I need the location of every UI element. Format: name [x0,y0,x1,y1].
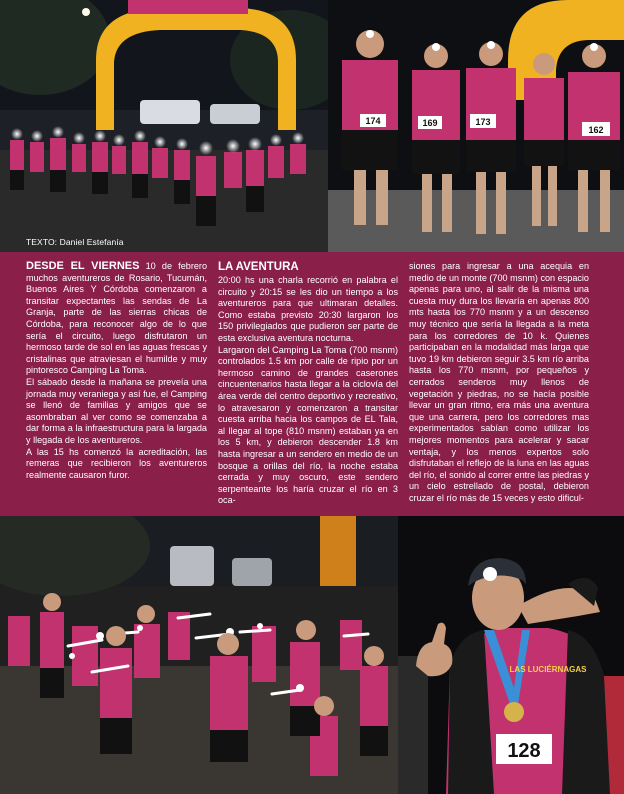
bib-number: 128 [507,740,541,762]
photo-night-run [0,516,398,794]
shirt-logo-text: LAS LUCIÉRNAGAS [509,665,587,674]
photo-runner-portrait [398,516,624,794]
article-paragraph: A las 15 hs comenzó la acreditación, las remeras que recibieron los aventureros realmente causaron furor. [26,446,207,480]
article-lead: DESDE EL VIERNES [26,260,140,272]
article-paragraph: 20:00 hs una charla recorrió en palabra el circuito y 20:15 se les dio un tiempo a los aventureros para que ultimaran detalles. Como estaba previsto 20:30 largaron los 150 privilegiados que pudieron ser parte de esta exclusiva aventura nocturna. [218,275,398,343]
article-paragraph: El sábado desde la mañana se preveía una jornada muy veraniega y así fue, el Camping se llenó de familias y amigos que se asombraban al ver como se comenzaba a dar forma a la infraestructura para la largada y llegada de los aventureros. [26,376,207,445]
article-column-3 [409,261,589,504]
article-column-2 [218,261,398,507]
photo-start-area [0,0,328,252]
bib-number: 174 [365,116,381,126]
section-heading: LA AVENTURA [218,261,299,273]
article-paragraph: Largaron del Camping La Toma (700 msnm) controlados 1.5 km por calle de ripio por un hermoso camino de grandes caserones cincuentenarios hasta llegar a la ciclovía del área verde del centro deportivo y recreativo, lo atravesaron y comenzaron a transitar cuesta arriba hacia los campos de EL Tala, al llegar al tope (810 msnm) estaban ya en los 5 km, y debieron descender 1.8 km hasta ingresar a un sendero en medio de un bosque a orillas del río, la noche estaba cerrada y muy oscuro, este sendero serpenteante los haría cruzar el río en 3 oca- [218,344,398,506]
bib-number: 162 [588,125,604,135]
article-text-band [0,252,624,516]
article-paragraph: siones para ingresar a una acequia en medio de un monte (700 msnm) con espacio apenas para uno, al salir de la misma una cuesta muy dura los llevaría en apenas 800 mts hasta los 770 msnm y a un descenso muy técnico que sería la llegada a la meta para los corredores de 10 k. Quienes participaban en la modalidad más larga que tuvo 19 km debieron seguir 3.5 km río arriba hasta los 770 msnm, por pequeños y cerrados senderos muy llenos de vegetación y piedras, no se hacía posible llevar un gran ritmo, era más una aventura que una carrera, pero los corredores mas experimentados sabían como utilizar los mejores momentos para acelerar y sacar ventaja, y los menos expertos solo disfrutaban el reflejo de la luna en las aguas del río, el sonido al correr entre las piedras y un cielo estrellado de postal, debieron cruzar el río más de 15 veces y esto dificul- [409,261,589,503]
article-column-1 [26,261,207,481]
article-paragraph: 10 de febrero muchos aventureros de Rosario, Tucumán, Buenos Aires Y Córdoba comenzaron a transitar expectantes las sendas de La Granja, parte de las sierras chicas de Córdoba, para reconocer algo de lo que sería el circuito, luego disfrutaron un hermoso tarde de sol en las aguas frescas y cristalinas que atraviesan el humilde y muy pintoresco Camping La Toma. [26,261,207,376]
bib-number: 169 [422,118,438,128]
photo-runners-group [328,0,624,252]
photo-credit: TEXTO: Daniel Estefanía [26,237,124,247]
bib-number: 173 [475,117,491,127]
